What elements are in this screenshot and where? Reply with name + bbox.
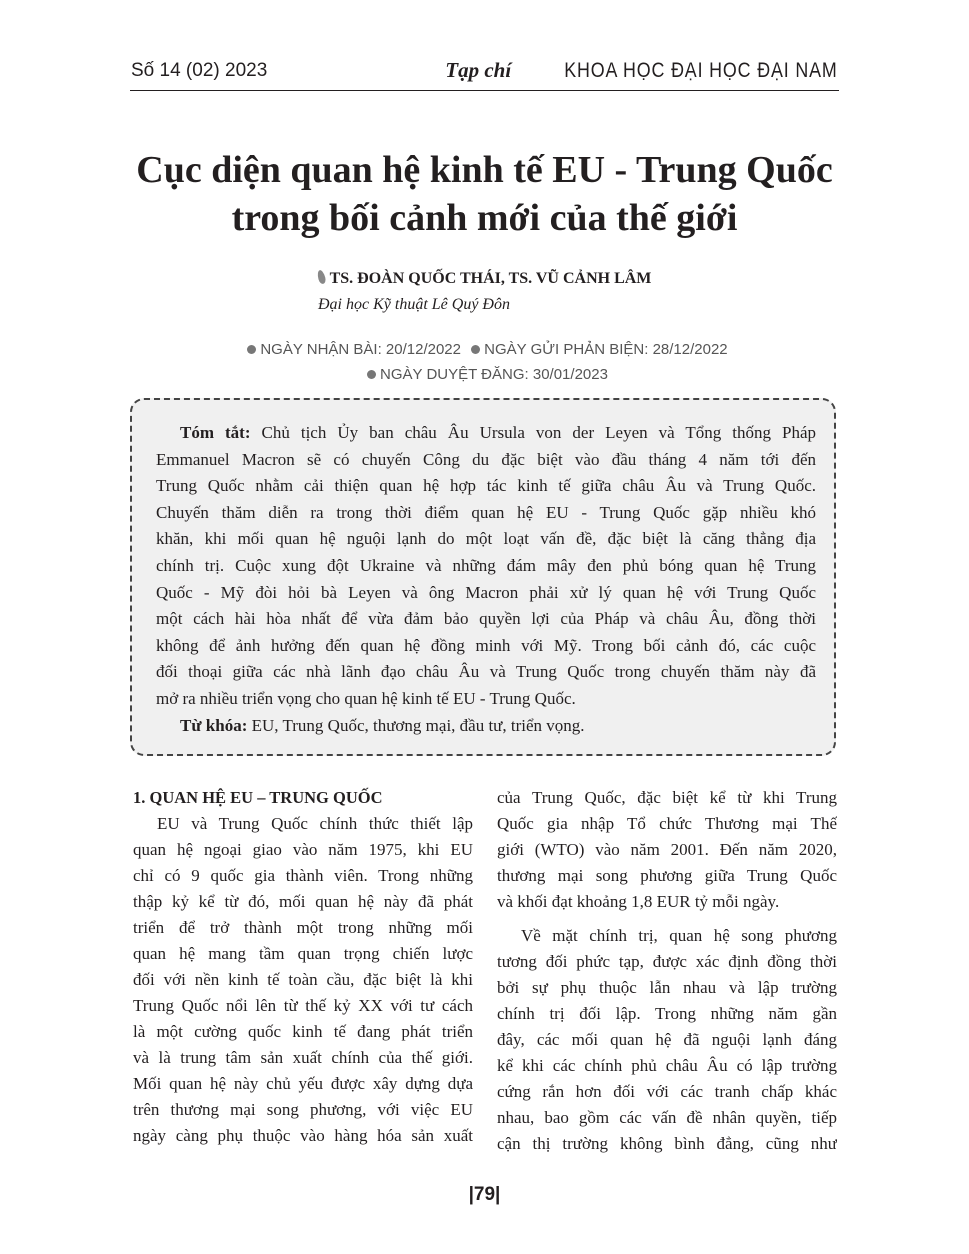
authors [0, 270, 969, 288]
text-line: cứng rắn hơn đối với các tranh chấp khác [497, 1082, 837, 1101]
text-line: giới (WTO) vào năm 2001. Đến năm 2020, [497, 840, 837, 859]
text-line: bởi sự phụ thuộc lẫn nhau và lập trường [497, 978, 837, 997]
abstract-line: chính trị. Cuộc xung đột Ukraine và những đám mây đen phủ bóng quan hệ Trung [156, 555, 816, 575]
text-line: ngày càng phụ thuộc vào hàng hóa sản xuất [133, 1126, 473, 1145]
text-line: quan hệ ngoại giao vào năm 1975, khi EU [133, 840, 473, 859]
text-line: EU và Trung Quốc chính thức thiết lập [157, 814, 473, 833]
text-line: chỉ có 9 quốc gia thành viên. Trong những [133, 866, 473, 885]
abstract-box [130, 398, 836, 756]
abstract-line: một cách hài hòa nhất để vừa đảm bảo quyền lợi của Pháp và châu Âu, đồng thời [156, 609, 816, 629]
header-rule [130, 90, 839, 91]
text-line: cận thị trường không bình đẳng, cũng như [497, 1134, 837, 1153]
bullet-icon [247, 345, 256, 354]
text-line: tương đối phức tạp, được xác định đồng thời [497, 952, 837, 971]
author-names: TS. ĐOÀN QUỐC THÁI, TS. VŨ CẢNH LÂM [329, 270, 652, 287]
affiliation: Đại học Kỹ thuật Lê Quý Đôn [318, 296, 510, 313]
text-line: quan hệ mang tầm quan trọng chiến lược [133, 944, 473, 963]
paragraph-gap [497, 915, 837, 923]
journal-name [445, 58, 838, 83]
keywords [156, 713, 816, 740]
text-line: trên thương mại song phương, với việc EU [133, 1100, 473, 1119]
text-line: Quốc gia nhập Tổ chức Thương mại Thế [497, 814, 837, 833]
abstract-line: Quốc - Mỹ đòi hỏi bà Leyen và ông Macron phải xử lý quan hệ với Trung Quốc [156, 582, 816, 602]
article-title [100, 146, 869, 242]
text-line: của Trung Quốc, đặc biệt kể từ khi Trung [497, 788, 837, 807]
page-number: |79| [468, 1184, 501, 1205]
column-right [497, 785, 837, 1157]
pen-icon [316, 269, 326, 284]
journal-title: KHOA HỌC ĐẠI HỌC ĐẠI NAM [564, 59, 838, 82]
dates-row [0, 341, 969, 358]
text-line: Trung Quốc nổi lên từ thế kỷ XX với tư cách [133, 996, 473, 1015]
keywords-text: EU, Trung Quốc, thương mại, đầu tư, triển vọng. [247, 715, 585, 735]
text-line: Về mặt chính trị, quan hệ song phương [521, 926, 837, 945]
date-received: NGÀY NHẬN BÀI: 20/12/2022 [260, 341, 461, 358]
text-line: chính trị đối lập. Trong những năm gần [497, 1004, 837, 1023]
abstract-text: Chủ tịch Ủy ban châu Âu Ursula von der Leyen và Tổng thống Pháp [250, 423, 816, 442]
date-accepted: NGÀY DUYỆT ĐĂNG: 30/01/2023 [380, 366, 608, 383]
text-line: nhau, bao gồm các vấn đề nhân quyền, tiếp [497, 1108, 837, 1127]
title-line: Cục diện quan hệ kinh tế EU - Trung Quốc [136, 149, 833, 191]
journal-prefix: Tạp chí [445, 58, 512, 82]
text-line: và là trung tâm sản xuất chính của thế giới. [133, 1048, 473, 1067]
abstract-line: mở ra nhiều triển vọng cho quan hệ kinh tế EU - Trung Quốc. [156, 688, 576, 708]
date-reviewed: NGÀY GỬI PHẢN BIỆN: 28/12/2022 [484, 341, 728, 358]
text-line: kể khi các chính phủ châu Âu có lập trường [497, 1056, 837, 1075]
text-line: thương mại song phương giữa Trung Quốc [497, 866, 837, 885]
bullet-icon [367, 370, 376, 379]
title-line: trong bối cảnh mới của thế giới [231, 197, 738, 239]
abstract-line [156, 420, 816, 447]
text-line: đây, các mối quan hệ đã nguội lạnh đáng [497, 1030, 837, 1049]
text-line: thập kỷ kể từ đó, mối quan hệ này đã phát [133, 892, 473, 911]
abstract-line: Chuyến thăm diễn ra trong thời điểm quan hệ EU - Trung Quốc gặp nhiều khó [156, 502, 816, 522]
section-heading: 1. QUAN HỆ EU – TRUNG QUỐC [133, 788, 383, 807]
abstract-line: khăn, khi mối quan hệ nguội lạnh do một loạt vấn đề, đặc biệt là căng thẳng địa [156, 529, 816, 549]
abstract-line: không để ảnh hưởng đến quan hệ đồng minh với Mỹ. Trong bối cảnh đó, các cuộc [156, 635, 816, 655]
text-line: là một cường quốc kinh tế đang phát triển [133, 1022, 473, 1041]
text-line: triển để trở thành một trong những mối [133, 918, 473, 937]
column-left [133, 785, 473, 1149]
bullet-icon [471, 345, 480, 354]
abstract-label: Tóm tắt: [180, 423, 251, 442]
keywords-label: Từ khóa: [180, 715, 248, 735]
abstract-line: Emmanuel Macron sẽ có chuyến Công du đặc biệt vào đầu tháng 4 năm tới đến [156, 449, 816, 469]
text-line: đối với nền kinh tế toàn cầu, đặc biệt là khi [133, 970, 473, 989]
abstract-line: đối thoại giữa các nhà lãnh đạo châu Âu và Trung Quốc trong chuyến thăm này đã [156, 662, 816, 682]
text-line: và khối đạt khoảng 1,8 EUR tỷ mỗi ngày. [497, 892, 780, 911]
issue-number: Số 14 (02) 2023 [131, 60, 268, 81]
abstract-line: Trung Quốc nhằm cải thiện quan hệ hợp tác kinh tế giữa châu Âu và Trung Quốc. [156, 476, 816, 496]
dates-row [0, 366, 969, 383]
text-line: Mối quan hệ này chủ yếu được xây dựng dựa [133, 1074, 473, 1093]
